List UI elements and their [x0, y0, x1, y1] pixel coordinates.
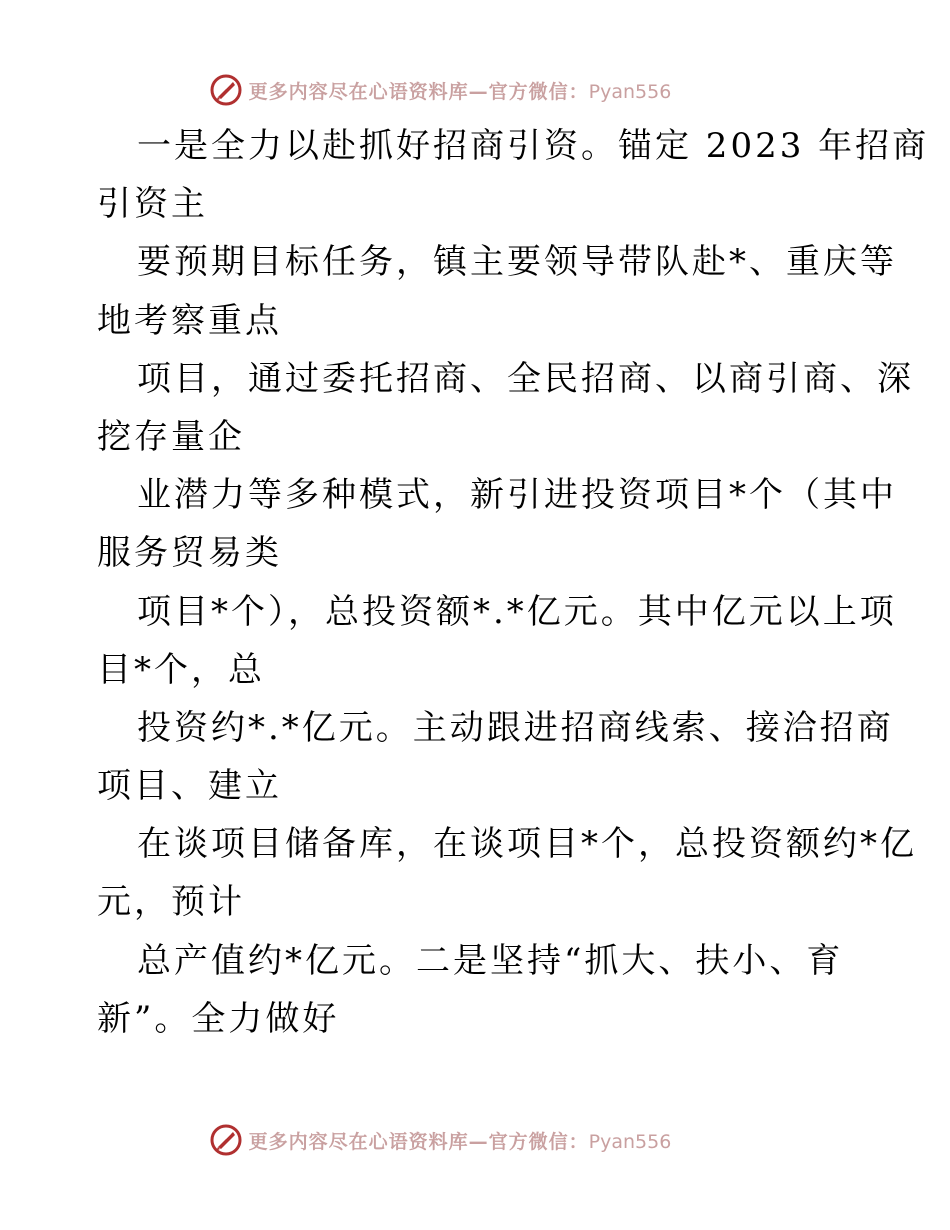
text-line: 在谈项目储备库，在谈项目*个，总投资额约*亿 — [137, 824, 917, 865]
watermark-account: Pyan556 — [588, 1130, 672, 1153]
text-line: 总产值约*亿元。二是坚持“抓大、扶小、育 — [137, 940, 844, 981]
feather-pen-seal-icon — [209, 73, 243, 107]
text-line: 投资约*.*亿元。主动跟进招商线索、接洽招商 — [137, 707, 894, 748]
text-line: 一是全力以赴抓好招商引资。锚定 2023 年招商 — [137, 126, 930, 166]
text-line: 业潜力等多种模式，新引进投资项目*个（其中 — [137, 475, 897, 516]
feather-pen-seal-icon — [209, 1123, 243, 1157]
document-body — [97, 117, 930, 1048]
text-line: 目*个，总 — [97, 649, 265, 690]
watermark-text: 更多内容尽在心语资料库—官方微信：Pyan556 — [248, 1130, 672, 1153]
text-line: 项目、建立 — [97, 766, 282, 807]
watermark-account: Pyan556 — [588, 80, 672, 103]
text-line: 挖存量企 — [97, 416, 245, 457]
text-line: 要预期目标任务，镇主要领导带队赴*、重庆等 — [137, 242, 897, 283]
text-line: 地考察重点 — [97, 300, 282, 341]
text-line: 项目*个），总投资额*.*亿元。其中亿元以上项 — [137, 591, 897, 632]
text-line: 引资主 — [97, 184, 208, 225]
text-line: 新”。全力做好 — [97, 998, 340, 1039]
text-line: 服务贸易类 — [97, 533, 282, 574]
footer-watermark — [0, 1120, 950, 1160]
text-line: 元，预计 — [97, 882, 245, 923]
watermark-text: 更多内容尽在心语资料库—官方微信：Pyan556 — [248, 80, 672, 103]
text-line: 项目，通过委托招商、全民招商、以商引商、深 — [137, 358, 914, 399]
header-watermark — [0, 70, 950, 110]
